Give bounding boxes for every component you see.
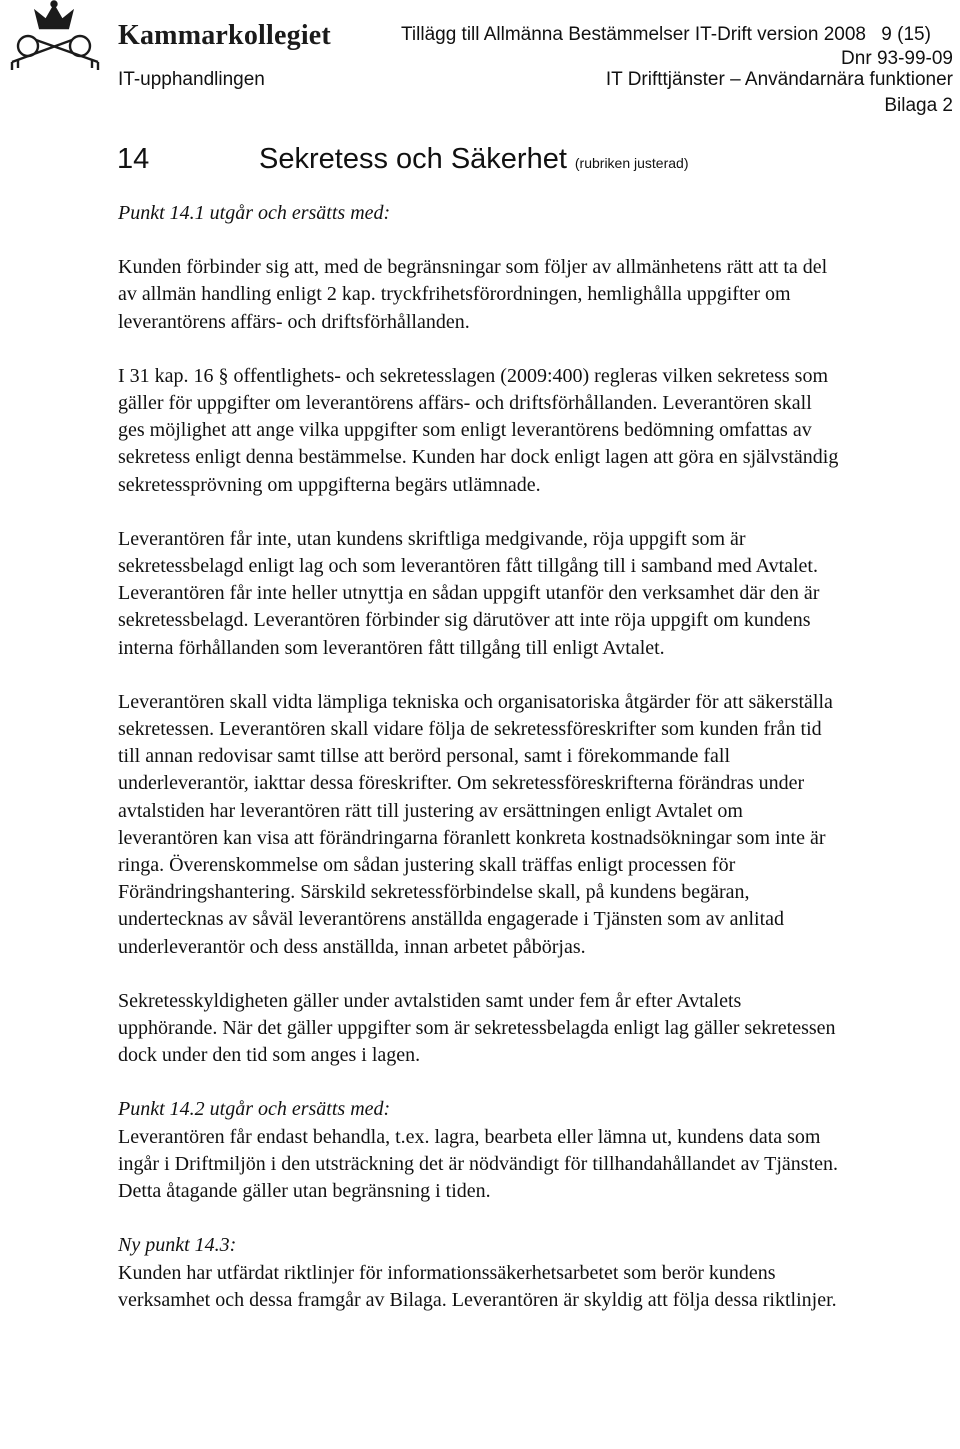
clause-14-2-paragraph-1: Leverantören får endast behandla, t.ex. lagra, bearbeta eller lämna ut, kundens data som ingår i Driftmiljön i den utsträckning det är nödvändigt för tillhandahållandet av Tjänsten. Detta åtagande gäller utan begränsning i tiden. xyxy=(118,1125,838,1203)
section-title: Sekretess och Säkerhet xyxy=(259,143,567,175)
header-appendix: Bilaga 2 xyxy=(884,95,953,116)
document-body xyxy=(118,200,842,1314)
clause-14-1-paragraph-4: Leverantören skall vidta lämpliga tekniska och organisatoriska åtgärder för att säkerställa sekretessen. Leverantören skall vidare följa de sekretessföreskrifter som kunden från tid till annan redovisar samt tillse att berörd personal, samt i förekommande fall underleverantör, iakttar dessa föreskrifter. Om sekretessföreskrifterna förändras under avtalstiden har leverantören rätt till justering av ersättningen enligt Avtalet om leverantören kan visa att förändringarna föranlett konkreta kostnadsökningar som inte är ringa. Överenskommelse om sådan justering skall träffas enligt processen för Förändringshantering. Särskild sekretessförbindelse skall, på kundens begäran, undertecknas av såväl leverantörens anställda engagerade i Tjänsten som av anlitad underleverantör och dess anställda, innan arbetet påbörjas. xyxy=(118,690,833,958)
crown-keys-icon xyxy=(6,0,116,72)
clause-14-2-label: Punkt 14.2 utgår och ersätts med: xyxy=(118,1098,391,1121)
spacer xyxy=(118,662,842,689)
clause-14-1-label: Punkt 14.1 utgår och ersätts med: xyxy=(118,202,391,224)
spacer xyxy=(118,499,842,526)
header-unit: IT-upphandlingen xyxy=(118,69,265,90)
header-doc-title xyxy=(401,24,931,46)
logo-wordmark: Kammarkollegiet xyxy=(118,20,331,51)
header-dnr: Dnr 93-99-09 xyxy=(841,48,953,69)
spacer xyxy=(118,336,842,363)
kammarkollegiet-logo xyxy=(6,0,336,72)
page-number: 9 (15) xyxy=(881,24,931,45)
clause-14-1-paragraph-3: Leverantören får inte, utan kundens skriftliga medgivande, röja uppgift som är sekretessbelagd enligt lag och som leverantören fått tillgång till i samband med Avtalet. Leverantören får inte heller utnyttja en sådan uppgift utanför den verksamhet där den är sekretessbelagd. Leverantören förbinder sig därutöver att inte röja uppgift om kundens interna förhållanden som leverantören fått tillgång till enligt Avtalet. xyxy=(118,527,820,659)
clause-14-3-paragraph-1: Kunden har utfärdat riktlinjer för informationssäkerhetsarbetet som berör kundens verksamhet och dessa framgår av Bilaga. Leverantören är skyldig att följa dessa riktlinjer. xyxy=(118,1261,837,1311)
header-service: IT Drifttjänster – Användarnära funktioner xyxy=(605,69,953,90)
spacer xyxy=(118,1205,842,1232)
clause-14-1-paragraph-2: I 31 kap. 16 § offentlighets- och sekretesslagen (2009:400) regleras vilken sekretess som gäller för uppgifter om leverantörens affärs- och driftsförhållanden. Leverantören skall ges möjlighet att ange vilka uppgifter som enligt leverantörens bedömning omfattas av sekretess enligt denna bestämmelse. Kunden har dock enligt lagen att göra en självständig sekretessprövning om uppgifterna begärs utlämnade. xyxy=(118,364,839,496)
section-number: 14 xyxy=(117,143,150,175)
spacer xyxy=(118,227,842,254)
spacer xyxy=(118,961,842,988)
section-heading xyxy=(117,143,689,176)
doc-title: Tillägg till Allmänna Bestämmelser IT-Drift version 2008 xyxy=(401,24,866,45)
spacer xyxy=(118,1069,842,1096)
clause-14-1-paragraph-5: Sekretesskyldigheten gäller under avtalstiden samt under fem år efter Avtalets upphörande. När det gäller uppgifter som är sekretessbelagda enligt lag gäller sekretessen dock under den tid som anges i lagen. xyxy=(118,989,836,1067)
clause-14-3-label: Ny punkt 14.3: xyxy=(118,1234,237,1257)
section-note: (rubriken justerad) xyxy=(574,155,689,171)
clause-14-1-paragraph-1: Kunden förbinder sig att, med de begränsningar som följer av allmänhetens rätt att ta del av allmän handling enligt 2 kap. tryckfrihetsförordningen, hemlighålla uppgifter om leverantörens affärs- och driftsförhållanden. xyxy=(118,256,828,333)
